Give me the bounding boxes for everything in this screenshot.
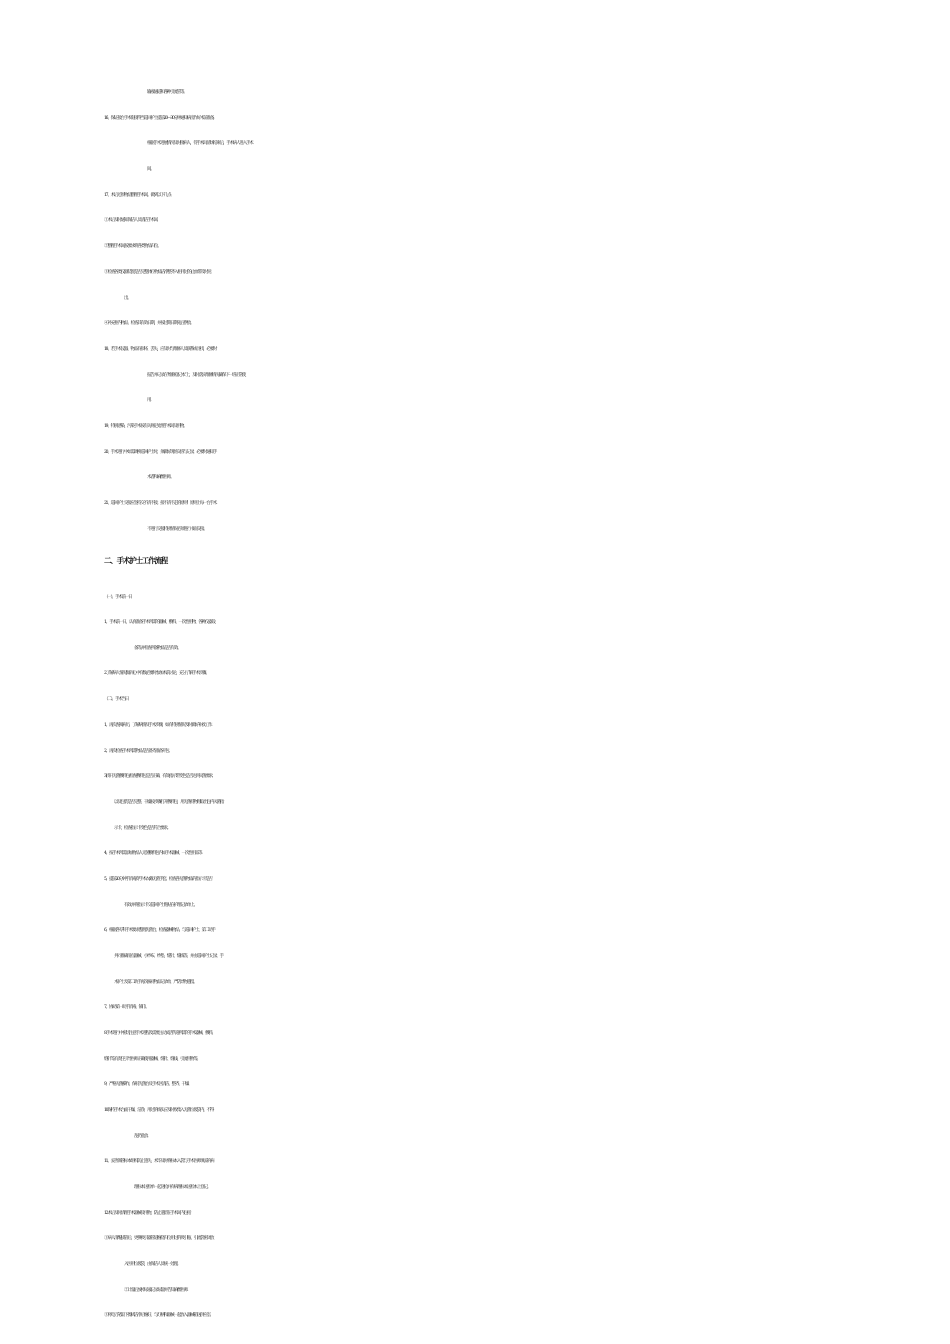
text-line: 不进行交接,特别情况必须进行书面交接。	[147, 527, 207, 532]
section-heading: 二、手术护士工作流程	[104, 556, 167, 565]
text-line: 2.了解病人情况,做到心中有数,必要时参加术前讨论，充分了解手术步骤。	[104, 671, 209, 676]
text-line: ② 整理手术间,按要求将各类物品归位。	[104, 244, 161, 249]
text-line: 示卡，检查指示卡变色是否符合要求。	[114, 826, 171, 831]
text-line: 5。提前20分钟手消毒,穿手术衣,戴无菌手套，检查各无菌物品的指示卡是否	[104, 877, 212, 882]
text-line: 4。按手术所需添加物品人无菌敷料包内如手术器械、一次性用品等.	[104, 851, 202, 856]
text-line: 1。再次查阅病历，了解病情及手术步骤，如有特别情况及时做好补救工作.	[104, 723, 212, 728]
text-line: 17、术后还原物品,整理手术间。做到以下几点:	[104, 193, 171, 198]
text-line: （二）、手术当日	[104, 697, 129, 702]
text-line: 术者和麻醉医师。	[147, 475, 174, 480]
text-line: 1。 手术前一日，认真准备手术所需的器械、敷料、一次性用物、各种仪器设	[104, 620, 215, 625]
text-line: 根据手术进展情况及时接病人，待手术间清场结束后，手术病人进入手术	[147, 141, 253, 146]
text-line: 乱扔乱放.	[134, 1134, 148, 1139]
text-line: 输液通道和各种引流管等。	[147, 90, 187, 95]
text-line: 10.保持手术台面干燥、洁净，用过的线头应及时收集入无菌垃圾袋内，不得	[104, 1108, 214, 1113]
text-line: ① 病人清醒拔管后，更换吸引器管道缠绕归位,用过的吸引瓶、引流袋密闭放	[104, 1236, 214, 1241]
text-line: ③ 将电刀笔取下擦拭洁净后缠好，与灯柄和器械一起放入器械箱送供应室.	[104, 1313, 211, 1318]
text-line: ② 计量后放掉尿液,记录尿量并告知麻醉医师.	[124, 1288, 188, 1293]
text-line: 8.手术进行中密切注意手术进程及需要,主动灵活传递所需的手术器械、敷料、	[104, 1031, 216, 1036]
text-line: 共同准确清点器械、小纱布、纱垫、缝针、缝线等，并由巡回护士记录，手	[114, 954, 223, 959]
text-line: 理标本送检单一起送检,并有病理标本送检本上登记。	[134, 1185, 211, 1190]
text-line: 缝针等,有责任引导医师正确使用器械、缝针、缝线、引流用物等。	[104, 1057, 200, 1062]
text-line: 16、保证接台手术衔接得当,巡回护士提前20—30分钟通知病房作好术前准备,	[104, 116, 214, 121]
text-line: 9。严格无菌操作，保持无菌台及手术区清洁、整齐、干燥.	[104, 1082, 189, 1087]
text-line: 入医用垃圾袋，由保洁人员统一处理。	[124, 1262, 181, 1267]
text-line: 20、手术进行中如需调换巡回护士时，须做好现场交班与记录，必要时通知手	[104, 450, 217, 455]
text-line: 2。再次检查手术所需物品是否备齐,准备开包.	[104, 749, 169, 754]
text-line: 11。妥善保管标本组织,防止遗失，术毕及时将标本入袋,与手术医师填妥的病	[104, 1159, 214, 1164]
text-line: 有效,并将指示卡交巡回护士粘贴在护理记录单上。	[124, 903, 197, 908]
text-line: 21、巡回护士交接应坚持交不清不接；接不清不走的原则！原则上每一台手术	[104, 501, 217, 506]
text-line: 出。	[124, 296, 131, 301]
text-line: ③ 检查各类仪器装置 是否完整,体位物品洁净整齐入柜,用过的止血带及时送	[104, 270, 211, 275]
text-line: （一）、手术前一日	[104, 595, 132, 600]
text-line: 报告并记录在“维修登记本”上，及时落实维修情况,确保下一班正常使	[147, 373, 246, 378]
text-line: 3.找开无菌敷料包.检查敷料包是否正确、有效,指示带变色是否达到灭菌要求,	[104, 774, 213, 779]
text-line: 6。根据各专科手术要求,整理无菌台，检查器械物品，与巡回护士、第二助手	[104, 928, 215, 933]
text-line: 间。	[147, 167, 154, 172]
text-line: 备等,并检查所备物品是否有效。	[134, 646, 181, 651]
text-line: 19、特别感染、污染手术按有关规定处理手术间及用物。	[104, 424, 187, 429]
text-line: 12.术后及时清理手术器械及用物，防止遗留在手术间内.包括	[104, 1211, 191, 1216]
text-line: 18、若手术仪器、物品有损坏、丢失，应及时与维修人员联系或寻找，必要时	[104, 347, 217, 352]
text-line: 用.	[147, 398, 151, 403]
text-line: 以及包装是否完整、干燥,按步骤打开敷料包，用无菌持物钳取出包内灭菌指	[114, 800, 224, 805]
text-line: 7。协助第一助手消毒，铺巾。	[104, 1005, 149, 1010]
text-line: ① 术后及时通知保洁人员清洁手术间.	[104, 218, 158, 223]
text-line: 术护士及第二助手再次核对物品记录单，严防异物遗留。	[114, 980, 197, 985]
text-line: ④ 补充柜内物品，检查其有效日期，并按过期日期先后摆放。	[104, 321, 194, 326]
